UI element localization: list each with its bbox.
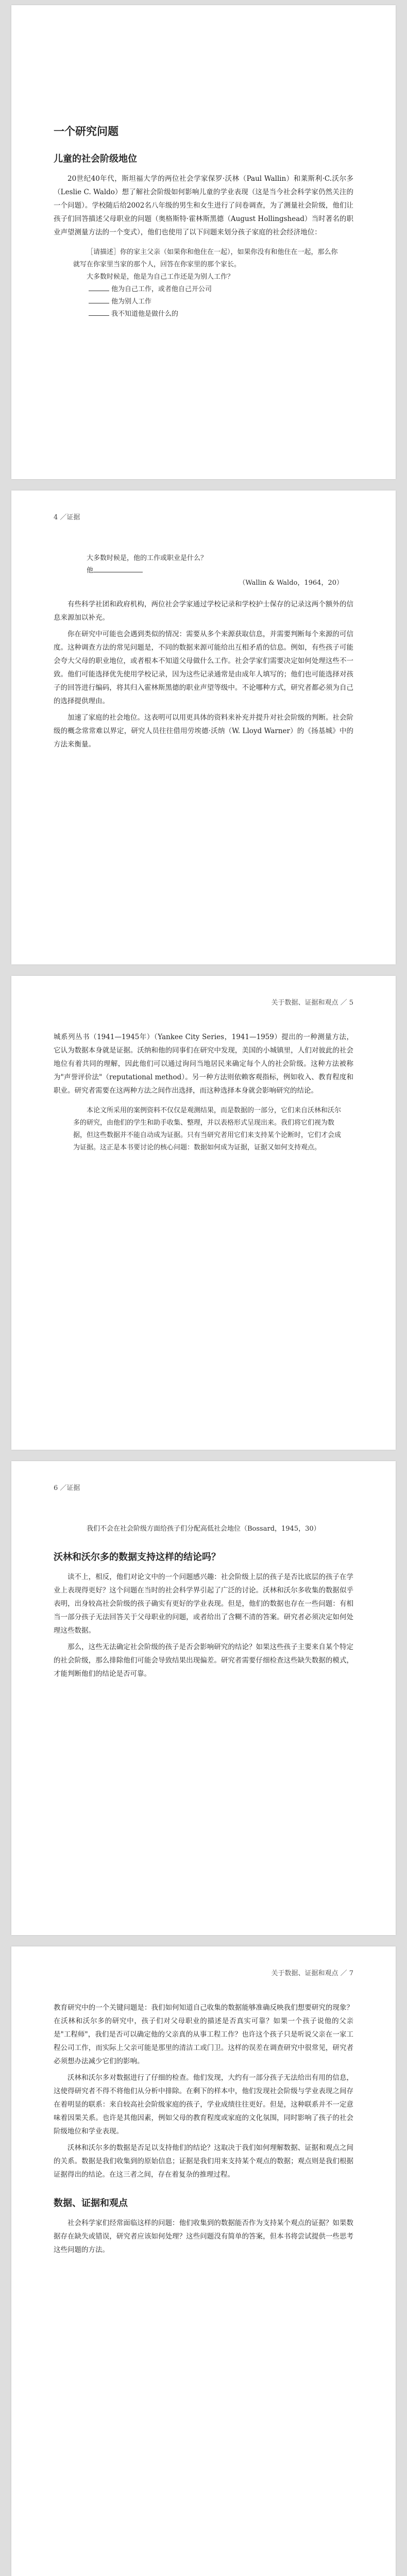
running-head: 关于数据、证据和观点 ／ 7 [271,1970,353,1977]
page-body [54,545,353,754]
page-content [54,1461,353,1935]
quote-text: 我们不会在社会阶级方面给孩子们分配高低社会地位（Bossard，1945，30） [87,1525,320,1533]
block-quote [73,1523,343,1535]
quote-option [73,283,343,296]
book-page-4 [11,1461,396,1935]
body-paragraph: 沃林和沃尔多对数据进行了仔细的检查。他们发现，大约有一部分孩子无法给出有用的信息，这使得研究者不得不将他们从分析中排除。在剩下的样本中，他们发现社会阶级与学业表现之间存在着明显的联系：来自较高社会阶级家庭的孩子，学业成绩往往更好。但是，这种联系并不一定意味着因果关系。也许是其他因素，例如父母的教育程度或家庭的文化氛围，同时影响了孩子的社会阶级地位和学业表现。 [54,2074,353,2136]
running-head: 6 ／证据 [54,1484,80,1492]
book-page-1 [11,5,396,479]
body-paragraph: 20世纪40年代，斯坦福大学的两位社会学家保罗·沃林（Paul Wallin）和莱斯利·C.沃尔多（Leslie C. Waldo）想了解社会阶级如何影响儿童的学业表现（这是当今社会科学家仍然关注的一个问题）。学校随后给2002名八年级的男生和女生进行了问卷调查，为了测量社会阶级，他们让孩子们回答描述父母职业的问题（奥格斯特·霍林斯黑德（August Hollingshead）当时著名的职业声望测量方法的一个变式），他们也使用了以下问题来划分孩子家庭的社会经济地位： [54,175,353,236]
body-paragraph: 社会科学家们经常面临这样的问题：他们收集到的数据能否作为支持某个观点的证据？如果数据存在缺失或错误，研究者应该如何处理？这些问题没有简单的答案，但本书将尝试提供一些思考这些问题的方法。 [54,2219,353,2254]
book-page-3 [11,976,396,1450]
body-paragraph: 沃林和沃尔多的数据是否足以支持他们的结论？这取决于我们如何理解数据、证据和观点之间的关系。数据是我们收集到的原始信息；证据是我们用来支持某个观点的数据；观点则是我们根据证据得出的结论。在这三者之间，存在着复杂的推理过程。 [54,2144,353,2179]
running-head: 关于数据、证据和观点 ／ 5 [271,999,353,1007]
answer-blank [89,308,109,316]
book-page-2 [11,490,396,964]
quote-question: 大多数时候是，他是为自己工作还是为别人工作？ [87,273,234,281]
page-content [54,1946,353,2576]
quote-option-text: 我不知道他是做什么的 [111,310,179,318]
body-paragraph: 你在研究中可能也会遇到类似的情况：需要从多个来源获取信息，并需要判断每个来源的可信度。这种调查方法的常见问题是，不同的数据来源可能给出互相矛盾的信息。例如，有些孩子可能会夸大父母的职业地位，或者根本不知道父母做什么工作。社会学家们需要决定如何处理这些不一致。他们可能选择优先使用学校记录，因为这些记录通常是由成年人填写的；他们也可能选择对孩子的回答进行编码，将其归入霍林斯黑德的职业声望等级中。不论哪种方式，研究者都必须为自己的选择提供理由。 [54,630,353,705]
quote-text: 本论文所采用的案例资料不仅仅是观测结果，而是数据的一部分，它们来自沃林和沃尔多的研究，由他们的学生和助手收集、整理，并以表格形式呈现出来。我们将它们视为数据，但这些数据并不能自动成为证据。只有当研究者用它们来支持某个论断时，它们才会成为证据。这正是本书要讨论的核心问题：数据如何成为证据，证据又如何支持观点。 [73,1107,342,1151]
quote-option [73,308,343,320]
quote-question: 大多数时候是，他的工作或职业是什么？ [87,554,208,562]
quote-text: ［请描述］你的家主父亲（如果你和他住在一起），如果你没有和他住在一起，那么你就写在你家里当家的那个人，回答在你家里的那个家长。 [73,248,338,268]
section-title: 数据、证据和观点 [54,2198,128,2209]
page-body [54,1516,353,1684]
body-paragraph: 城系列丛书（1941—1945年）（Yankee City Series，1941—1959）提出的一种测量方法，它认为数据本身就是证据。沃纳和他的同事们在研究中发现，美国的小城镇里，人们对彼此的社会地位有着共同的理解，因此他们可以通过询问当地居民来确定每个人的社会阶级。这种方法被称为"声誉评价法"（reputational method）。另一种方法则依赖客观指标，例如收入、教育程度和职业。研究者需要在这两种方法之间作出选择，而这种选择本身就会影响研究的结论。 [54,1033,353,1095]
page-body [54,1030,353,1162]
quote-option-text: 他为自己工作，或者他自己开公司 [111,285,212,293]
quote-option-text: 他为别人工作 [111,298,152,306]
answer-blank [89,283,109,291]
section-title: 儿童的社会阶级地位 [54,154,137,164]
page-body [54,124,353,329]
quote-answer-prefix: 他 [87,567,94,574]
answer-blank [93,565,143,572]
block-quote [73,246,343,320]
quote-option [73,296,343,308]
body-paragraph: 读不上，相反，他们对论文中的一个问题感兴趣：社会阶级上层的孩子是否比底层的孩子在学业上表现得更好？这个问题在当时的社会科学界引起了广泛的讨论。沃林和沃尔多收集的数据似乎表明，出身较高社会阶级的孩子确实有更好的学业表现。但是，他们的数据也存在一些问题：有相当一部分孩子无法回答关于父母职业的问题，或者给出了含糊不清的答案。研究者必须决定如何处理这些数据。 [54,1573,353,1635]
running-head: 4 ／证据 [54,514,80,521]
body-paragraph: 教育研究中的一个关键问题是：我们如何知道自己收集的数据能够准确反映我们想要研究的现象？在沃林和沃尔多的研究中，孩子们对父母职业的描述是否真实可靠？如果一个孩子说他的父亲是"工程师"，我们是否可以确定他的父亲真的从事工程工作？也许这个孩子只是听说父亲在一家工程公司工作，而实际上父亲可能是那里的清洁工或门卫。这样的误差在调查研究中很常见，研究者必须想办法减少它们的影响。 [54,2004,353,2065]
section-title: 沃林和沃尔多的数据支持这样的结论吗？ [54,1552,221,1563]
quote-answer-line [73,565,343,577]
quote-citation: （Wallin & Waldo，1964，20） [239,579,343,587]
body-paragraph: 有些科学社团和政府机构，两位社会学家通过学校记录和学校护士保存的记录这两个额外的信息来源加以补充。 [54,600,353,622]
book-page-5 [11,1946,396,2576]
page-body [54,2001,353,2260]
body-paragraph: 那么，这些无法确定社会阶级的孩子是否会影响研究的结论？如果这些孩子主要来自某个特定的社会阶级，那么排除他们可能会导致结果出现偏差。研究者需要仔细检查这些缺失数据的模式，才能判断他们的结论是否可靠。 [54,1643,353,1678]
body-paragraph: 加速了家庭的社会地位。这表明可以用更具体的资料来补充并提升对社会阶级的判断。社会阶级的概念常常难以界定，研究人员往往借用劳埃德·沃纳（W. Lloyd Warner）的《扬基城》中的方法来衡量。 [54,714,353,749]
page-content [54,976,353,1450]
block-quote [73,1105,343,1154]
page-content [54,490,353,964]
chapter-title: 一个研究问题 [54,125,118,138]
answer-blank [89,296,109,303]
block-quote [73,552,343,589]
page-content [54,5,353,479]
